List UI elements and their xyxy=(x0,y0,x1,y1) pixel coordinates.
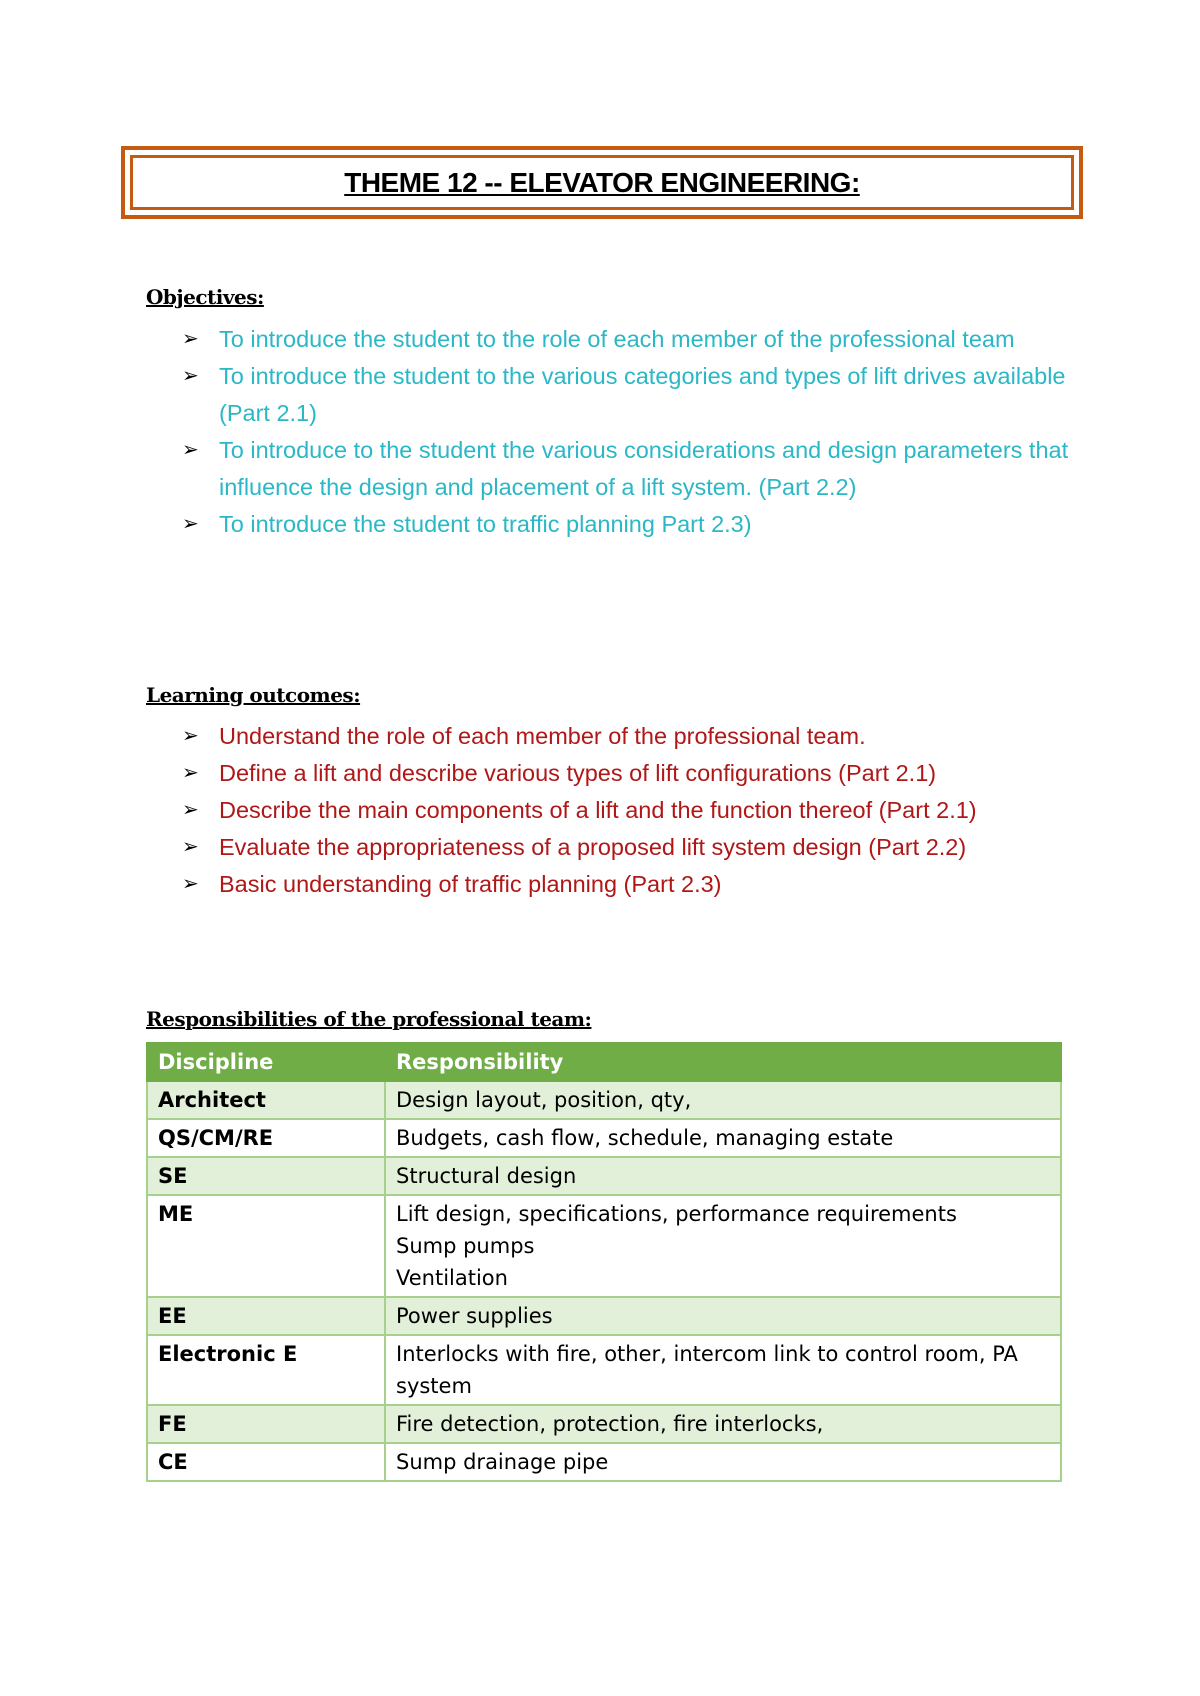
learning-outcomes-heading: Learning outcomes: xyxy=(146,683,361,707)
page-title: THEME 12 -- ELEVATOR ENGINEERING: xyxy=(344,166,860,198)
objectives-list xyxy=(182,321,1082,543)
objective-item: ➢ To introduce the student to the role of each member of the professional team xyxy=(182,321,1082,358)
title-inner-border xyxy=(130,155,1074,210)
arrow-bullet-icon: ➢ xyxy=(182,762,199,784)
arrow-bullet-icon: ➢ xyxy=(182,725,199,747)
column-header-discipline: Discipline xyxy=(147,1043,385,1081)
responsibility-cell xyxy=(385,1335,1061,1405)
table-row xyxy=(147,1443,1061,1481)
discipline-cell: Architect xyxy=(147,1081,385,1119)
table-header-row xyxy=(147,1043,1061,1081)
objective-item: ➢ To introduce the student to traffic planning Part 2.3) xyxy=(182,506,1082,543)
table-row xyxy=(147,1335,1061,1405)
arrow-bullet-icon: ➢ xyxy=(182,328,199,350)
outcome-item: ➢ Describe the main components of a lift and the function thereof (Part 2.1) xyxy=(182,792,1082,829)
discipline-cell: QS/CM/RE xyxy=(147,1119,385,1157)
objectives-heading: Objectives: xyxy=(146,285,264,309)
outcome-item: ➢ Basic understanding of traffic planning (Part 2.3) xyxy=(182,866,1082,903)
responsibility-line: Sump pumps xyxy=(396,1234,535,1258)
discipline-cell: ME xyxy=(147,1195,385,1297)
objective-item: ➢ To introduce to the student the various considerations and design parameters that influence the design and placement of a lift system. (Part 2.2) xyxy=(182,432,1082,506)
responsibility-line: Power supplies xyxy=(396,1304,553,1328)
table-row xyxy=(147,1119,1061,1157)
responsibility-line: Ventilation xyxy=(396,1266,508,1290)
table-row xyxy=(147,1405,1061,1443)
responsibilities-heading: Responsibilities of the professional team: xyxy=(146,1007,592,1031)
table-row xyxy=(147,1157,1061,1195)
outcome-item: ➢ Define a lift and describe various types of lift configurations (Part 2.1) xyxy=(182,755,1082,792)
responsibility-cell xyxy=(385,1297,1061,1335)
responsibility-line: Design layout, position, qty, xyxy=(396,1088,692,1112)
discipline-cell: SE xyxy=(147,1157,385,1195)
outcome-item: ➢ Understand the role of each member of the professional team. xyxy=(182,718,1082,755)
responsibility-cell xyxy=(385,1081,1061,1119)
arrow-bullet-icon: ➢ xyxy=(182,836,199,858)
arrow-bullet-icon: ➢ xyxy=(182,513,199,535)
column-header-responsibility: Responsibility xyxy=(385,1043,1061,1081)
discipline-cell: FE xyxy=(147,1405,385,1443)
responsibility-line: Interlocks with fire, other, intercom link to control room, PA system xyxy=(396,1342,1018,1398)
responsibilities-table xyxy=(146,1042,1062,1482)
responsibility-line: Budgets, cash flow, schedule, managing estate xyxy=(396,1126,894,1150)
responsibility-line: Fire detection, protection, fire interlocks, xyxy=(396,1412,824,1436)
outcome-item: ➢ Evaluate the appropriateness of a proposed lift system design (Part 2.2) xyxy=(182,829,1082,866)
objective-item: ➢ To introduce the student to the various categories and types of lift drives available (Part 2.1) xyxy=(182,358,1082,432)
responsibility-line: Sump drainage pipe xyxy=(396,1450,609,1474)
responsibility-cell xyxy=(385,1157,1061,1195)
title-box xyxy=(121,146,1083,219)
responsibility-line: Structural design xyxy=(396,1164,577,1188)
responsibility-line: Lift design, specifications, performance requirements xyxy=(396,1202,957,1226)
arrow-bullet-icon: ➢ xyxy=(182,365,199,387)
discipline-cell: Electronic E xyxy=(147,1335,385,1405)
responsibility-cell xyxy=(385,1119,1061,1157)
discipline-cell: CE xyxy=(147,1443,385,1481)
arrow-bullet-icon: ➢ xyxy=(182,799,199,821)
arrow-bullet-icon: ➢ xyxy=(182,439,199,461)
responsibility-cell xyxy=(385,1443,1061,1481)
responsibility-cell xyxy=(385,1405,1061,1443)
table-row xyxy=(147,1081,1061,1119)
arrow-bullet-icon: ➢ xyxy=(182,873,199,895)
table-row xyxy=(147,1297,1061,1335)
table-row xyxy=(147,1195,1061,1297)
responsibility-cell xyxy=(385,1195,1061,1297)
outcomes-list xyxy=(182,718,1082,903)
discipline-cell: EE xyxy=(147,1297,385,1335)
